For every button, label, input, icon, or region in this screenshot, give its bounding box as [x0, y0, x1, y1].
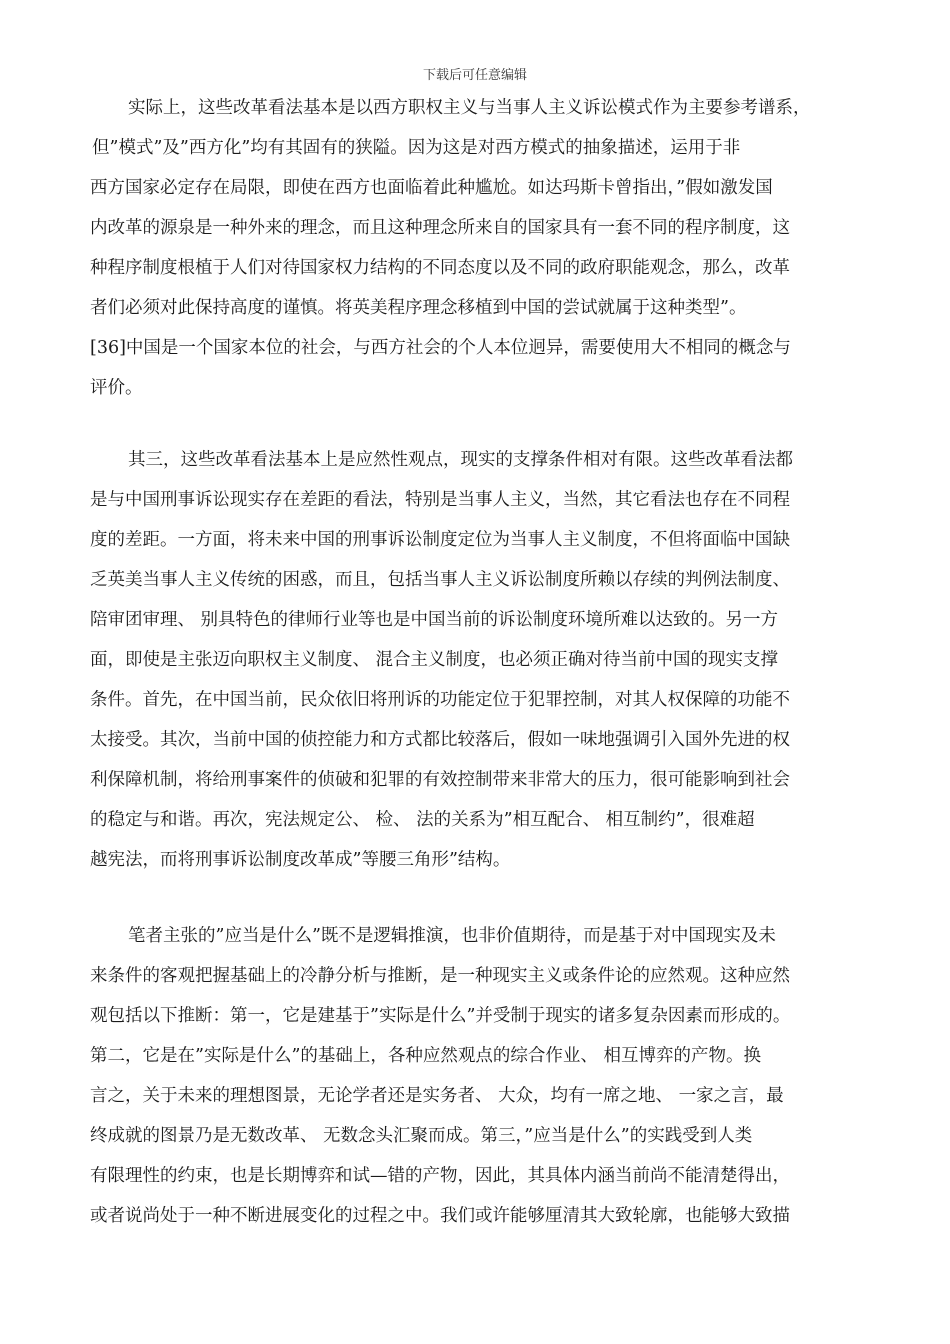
text-line: 来条件的客观把握基础上的冷静分析与推断，是一种现实主义或条件论的应然观。这种应然: [90, 966, 790, 986]
text-line: 度的差距。一方面，将未来中国的刑事诉讼制度定位为当事人主义制度，不但将面临中国缺: [90, 530, 790, 550]
text-line: 是与中国刑事诉讼现实存在差距的看法，特别是当事人主义，当然，其它看法也存在不同程: [90, 490, 790, 510]
text-line: 利保障机制，将给刑事案件的侦破和犯罪的有效控制带来非常大的压力，很可能影响到社会: [90, 770, 790, 790]
text-line: 种程序制度根植于人们对待国家权力结构的不同态度以及不同的政府职能观念，那么，改革: [90, 258, 790, 278]
page-header: 下载后可任意编辑: [422, 68, 527, 83]
text-line: [36]中国是一个国家本位的社会，与西方社会的个人本位迥异，需要使用大不相同的概念与: [90, 338, 791, 358]
text-line: 越宪法，而将刑事诉讼制度改革成”等腰三角形”结构。: [90, 850, 511, 870]
text-line: 第二，它是在”实际是什么”的基础上，各种应然观点的综合作业、 相互博弈的产物。换: [90, 1046, 761, 1066]
text-line: 评价。: [90, 378, 143, 398]
text-line: 观包括以下推断：第一，它是建基于”实际是什么”并受制于现实的诸多复杂因素而形成的。: [90, 1006, 791, 1026]
text-line: 但”模式”及”西方化”均有其固有的狭隘。因为这是对西方模式的抽象描述，运用于非: [92, 138, 741, 158]
text-line: 太接受。其次，当前中国的侦控能力和方式都比较落后，假如一味地强调引入国外先进的权: [90, 730, 790, 750]
text-line: 的稳定与和谐。再次，宪法规定公、 检、 法的关系为”相互配合、 相互制约”，很难超: [90, 810, 755, 830]
text-line: 乏英美当事人主义传统的困惑，而且，包括当事人主义诉讼制度所赖以存续的判例法制度、: [90, 570, 790, 590]
text-line: 有限理性的约束，也是长期博弈和试—错的产物，因此，其具体内涵当前尚不能清楚得出，: [90, 1166, 790, 1186]
text-line: 内改革的源泉是一种外来的理念，而且这种理念所来自的国家具有一套不同的程序制度，这: [90, 218, 790, 238]
text-line: 陪审团审理、 别具特色的律师行业等也是中国当前的诉讼制度环境所难以达致的。另一方: [90, 610, 779, 630]
text-line: 言之，关于未来的理想图景，无论学者还是实务者、 大众，均有一席之地、 一家之言，最: [90, 1086, 784, 1106]
text-line: 终成就的图景乃是无数改革、 无数念头汇聚而成。第三，”应当是什么”的实践受到人类: [90, 1126, 753, 1146]
text-line: 条件。首先，在中国当前，民众依旧将刑诉的功能定位于犯罪控制，对其人权保障的功能不: [90, 690, 790, 710]
text-line: 面，即使是主张迈向职权主义制度、 混合主义制度，也必须正确对待当前中国的现实支撑: [90, 650, 779, 670]
text-line: 笔者主张的”应当是什么”既不是逻辑推演，也非价值期待，而是基于对中国现实及未: [128, 926, 776, 946]
text-line: 实际上，这些改革看法基本是以西方职权主义与当事人主义诉讼模式作为主要参考谱系，: [128, 98, 811, 118]
text-line: 西方国家必定存在局限，即使在西方也面临着此种尴尬。如达玛斯卡曾指出，”假如激发国: [90, 178, 773, 198]
text-line: 其三，这些改革看法基本上是应然性观点，现实的支撑条件相对有限。这些改革看法都: [128, 450, 793, 470]
text-line: 者们必须对此保持高度的谨慎。将英美程序理念移植到中国的尝试就属于这种类型”。: [90, 298, 747, 318]
text-line: 或者说尚处于一种不断进展变化的过程之中。我们或许能够厘清其大致轮廓，也能够大致描: [90, 1206, 790, 1226]
